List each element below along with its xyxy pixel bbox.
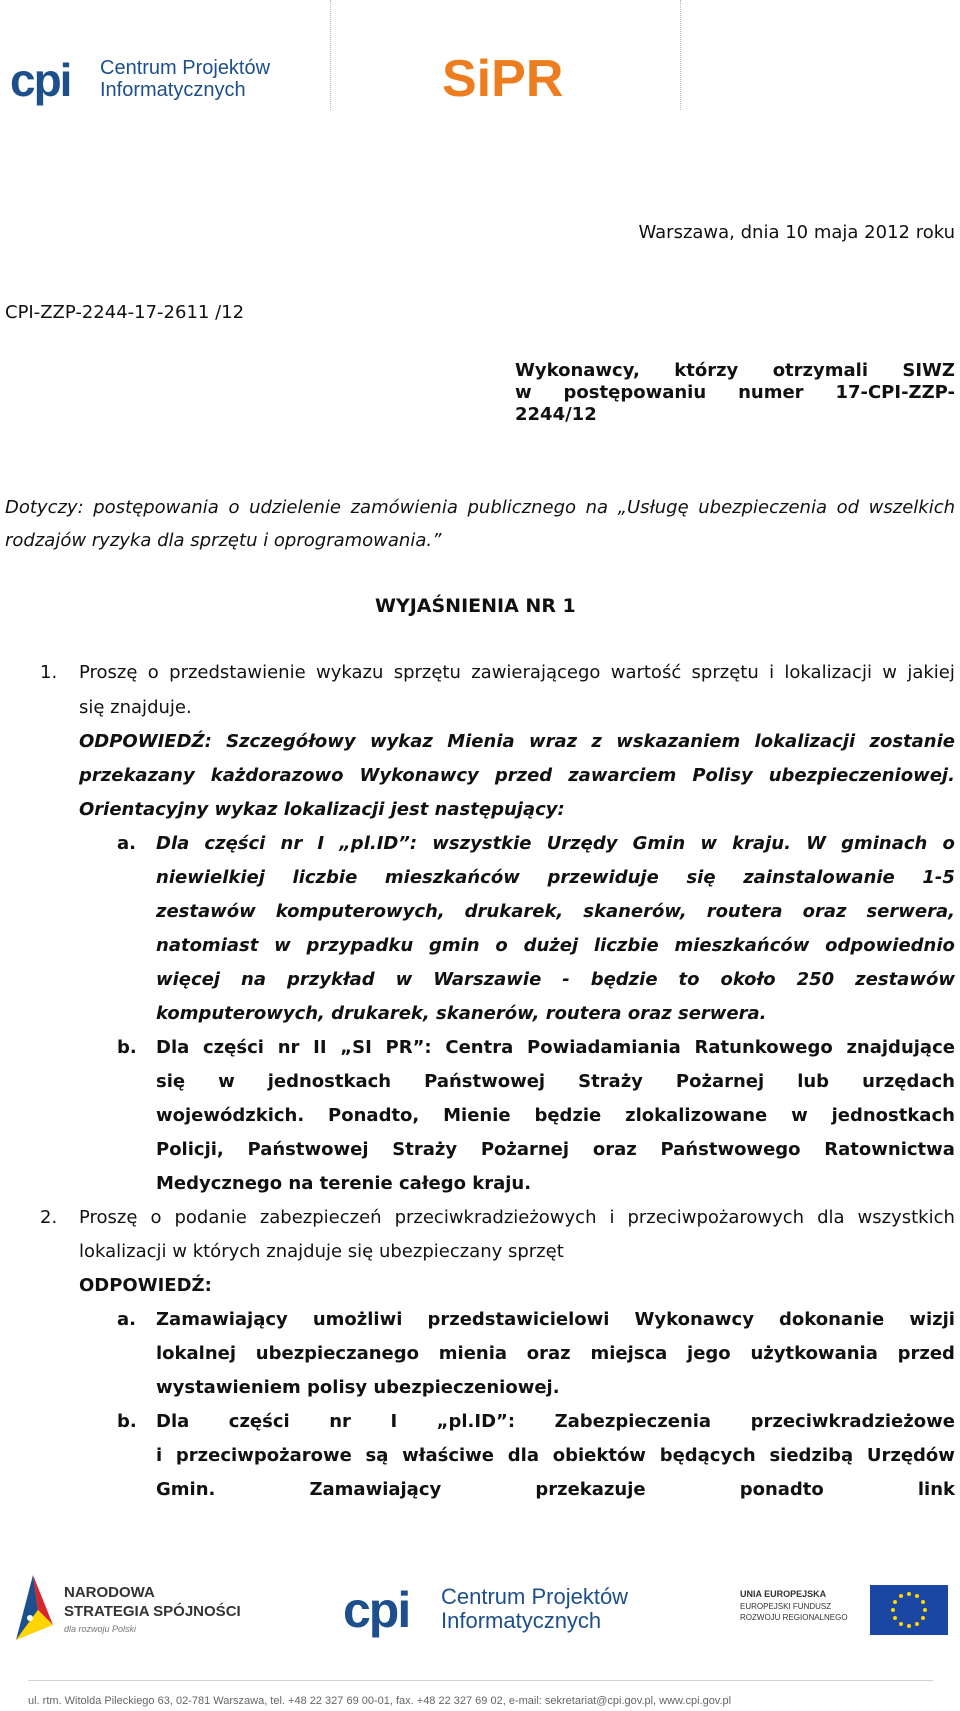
eu-flag-icon bbox=[870, 1585, 948, 1635]
word: to bbox=[678, 969, 700, 990]
word: 17-CPI-ZZP- bbox=[835, 382, 955, 403]
footer-cpi-line2: Informatycznych bbox=[441, 1608, 602, 1633]
word: zestawów bbox=[156, 901, 256, 922]
word: zainstalowanie bbox=[743, 867, 895, 888]
word: na bbox=[241, 969, 266, 990]
word: 1-5 bbox=[922, 867, 955, 888]
word: dokonanie bbox=[779, 1309, 885, 1330]
word: liczbie bbox=[593, 935, 659, 956]
word: oraz bbox=[592, 1139, 637, 1160]
answer-item-line bbox=[156, 1071, 955, 1092]
answer-item-line bbox=[156, 1411, 955, 1432]
word: ODPOWIEDŹ: bbox=[79, 731, 212, 752]
word: lokalizacji bbox=[754, 731, 856, 752]
word: Gmin bbox=[632, 833, 686, 854]
word: jakiej bbox=[907, 662, 955, 683]
word: wskazaniem bbox=[616, 731, 741, 752]
word: nr bbox=[280, 833, 303, 854]
document-title: WYJAŚNIENIA NR 1 bbox=[375, 595, 576, 617]
word: Warszawie bbox=[433, 969, 542, 990]
nss-line2: STRATEGIA SPÓJNOŚCI bbox=[64, 1603, 241, 1620]
word: Ratunkowego bbox=[694, 1037, 833, 1058]
word: Mienia bbox=[447, 731, 515, 752]
word: którzy bbox=[674, 360, 739, 381]
word: Zamawiający bbox=[309, 1479, 442, 1500]
word: Gmin. bbox=[156, 1479, 216, 1500]
word: przypadku bbox=[306, 935, 414, 956]
word: sprzętu bbox=[691, 662, 759, 683]
word: Mienie bbox=[443, 1105, 511, 1126]
word: części bbox=[228, 1411, 290, 1432]
list-letter: b. bbox=[117, 1411, 137, 1432]
word: więcej bbox=[156, 969, 221, 990]
word: Szczegółowy bbox=[226, 731, 356, 752]
answer-item-line bbox=[156, 1037, 955, 1058]
addressee-line bbox=[515, 382, 955, 404]
word: przekazany bbox=[79, 765, 195, 786]
word: routera bbox=[706, 901, 783, 922]
word: dużej bbox=[523, 935, 579, 956]
word: ubezpieczeniowej. bbox=[768, 765, 955, 786]
word: będących bbox=[659, 1445, 756, 1466]
word: w bbox=[395, 969, 413, 990]
eu-line3: ROZWOJU REGIONALNEGO bbox=[740, 1613, 848, 1622]
word: zawierającego bbox=[471, 662, 601, 683]
eu-line1: UNIA EUROPEJSKA bbox=[740, 1589, 827, 1599]
word: Państwowej bbox=[247, 1139, 369, 1160]
word: w bbox=[218, 1071, 235, 1092]
header-divider bbox=[680, 0, 681, 110]
word: obiektów bbox=[552, 1445, 646, 1466]
word: Polisy bbox=[692, 765, 753, 786]
word: SIWZ bbox=[902, 360, 955, 381]
word: numer bbox=[738, 382, 804, 403]
word: Proszę bbox=[79, 1207, 138, 1228]
word: przykład bbox=[286, 969, 375, 990]
letter-date: Warszawa, dnia 10 maja 2012 roku bbox=[638, 222, 955, 243]
word: o bbox=[147, 662, 159, 683]
word: Ratownictwa bbox=[824, 1139, 955, 1160]
answer-item-line bbox=[156, 867, 955, 888]
word: jego bbox=[687, 1343, 731, 1364]
word: Straży bbox=[392, 1139, 458, 1160]
answer-item-line bbox=[156, 1479, 955, 1500]
word: mieszkańców bbox=[674, 935, 810, 956]
answer-item-line bbox=[156, 1105, 955, 1126]
word: - bbox=[562, 969, 570, 990]
word: liczbie bbox=[292, 867, 358, 888]
word: Pożarnej bbox=[675, 1071, 765, 1092]
word: oraz bbox=[802, 901, 847, 922]
sipr-logo: SiPR bbox=[442, 50, 564, 108]
word: Urzędy bbox=[546, 833, 618, 854]
word: odpowiednio bbox=[825, 935, 955, 956]
word: Wykonawcy, bbox=[515, 360, 640, 381]
word: w bbox=[274, 935, 291, 956]
word: Ponadto, bbox=[328, 1105, 420, 1126]
word: Dla bbox=[156, 833, 190, 854]
word: wykazu bbox=[316, 662, 384, 683]
footer-divider bbox=[28, 1680, 933, 1681]
eu-logo bbox=[740, 1585, 950, 1640]
word: przed bbox=[494, 765, 553, 786]
word: lub bbox=[797, 1071, 830, 1092]
nss-flag-icon bbox=[8, 1570, 58, 1650]
word: przeciwkradzieżowe bbox=[750, 1411, 955, 1432]
word: Pożarnej bbox=[480, 1139, 570, 1160]
question-number: 1. bbox=[40, 662, 58, 683]
footer-address: ul. rtm. Witolda Pileckiego 63, 02-781 Warszawa, tel. +48 22 327 69 00-01, fax. +48 22 327 69 02, e-mail: sekretariat@cpi.gov.pl, www.cpi.gov.pl bbox=[28, 1695, 732, 1707]
word: wizji bbox=[909, 1309, 955, 1330]
word: miejsca bbox=[590, 1343, 668, 1364]
word: niewielkiej bbox=[156, 867, 265, 888]
nss-logo bbox=[8, 1570, 248, 1650]
word: jednostkach bbox=[267, 1071, 392, 1092]
word: serwera, bbox=[866, 901, 955, 922]
addressee bbox=[515, 360, 955, 426]
answer-item-line bbox=[156, 1309, 955, 1330]
addressee-line bbox=[515, 360, 955, 382]
word: Urzędów bbox=[866, 1445, 955, 1466]
word: właściwe bbox=[402, 1445, 495, 1466]
word: zabezpieczeń bbox=[259, 1207, 382, 1228]
word: się bbox=[686, 867, 716, 888]
word: przewiduje bbox=[547, 867, 659, 888]
word: lokalizacji bbox=[784, 662, 872, 683]
word: Centra bbox=[445, 1037, 514, 1058]
list-letter: b. bbox=[117, 1037, 137, 1058]
header-divider bbox=[330, 0, 331, 110]
word: 250 bbox=[796, 969, 835, 990]
cpi-logo-line1: Centrum Projektów bbox=[100, 57, 271, 79]
word: postępowaniu bbox=[563, 382, 707, 403]
word: lokalnej bbox=[156, 1343, 237, 1364]
answer-item-line: wystawieniem polisy ubezpieczeniowej. bbox=[156, 1377, 560, 1398]
word: podanie bbox=[174, 1207, 247, 1228]
word: będzie bbox=[534, 1105, 602, 1126]
answer-item-line bbox=[156, 1445, 955, 1466]
word: o bbox=[495, 935, 508, 956]
cpi-logo-mark: cpi bbox=[343, 1582, 410, 1638]
footer-cpi-logo bbox=[343, 1580, 643, 1640]
word: zostanie bbox=[869, 731, 955, 752]
word: „pl.ID”: bbox=[339, 833, 418, 854]
word: będzie bbox=[590, 969, 658, 990]
word: wartość bbox=[610, 662, 682, 683]
word: wojewódzkich. bbox=[156, 1105, 305, 1126]
word: wykaz bbox=[369, 731, 433, 752]
word: Wykonawcy bbox=[359, 765, 479, 786]
answer-text-line bbox=[79, 731, 955, 752]
word: mieszkańców bbox=[384, 867, 520, 888]
word: o bbox=[942, 833, 955, 854]
word: Państwowego bbox=[660, 1139, 801, 1160]
word: przeciwpożarowe bbox=[175, 1445, 352, 1466]
question-text-line bbox=[79, 662, 955, 683]
word: i bbox=[156, 1445, 163, 1466]
word: drukarek, bbox=[464, 901, 564, 922]
eu-line2: EUROPEJSKI FUNDUSZ bbox=[740, 1602, 832, 1611]
answer-item-line bbox=[156, 969, 955, 990]
word: w bbox=[791, 1105, 808, 1126]
word: oraz bbox=[526, 1343, 571, 1364]
word: w bbox=[700, 833, 717, 854]
word: I bbox=[390, 1411, 398, 1432]
answer-label: ODPOWIEDŹ: bbox=[79, 1275, 212, 1296]
word: link bbox=[917, 1479, 955, 1500]
word: wraz bbox=[528, 731, 578, 752]
word: otrzymali bbox=[772, 360, 868, 381]
question-text-line: się znajduje. bbox=[79, 697, 192, 718]
cpi-logo bbox=[10, 52, 280, 112]
list-letter: a. bbox=[117, 1309, 136, 1330]
word: użytkowania bbox=[750, 1343, 878, 1364]
word: w bbox=[515, 382, 532, 403]
word: przedstawicielowi bbox=[427, 1309, 610, 1330]
answer-text-line: Orientacyjny wykaz lokalizacji jest następujący: bbox=[79, 799, 565, 820]
word: Straży bbox=[578, 1071, 643, 1092]
answer-item-line bbox=[156, 1343, 955, 1364]
word: Dla bbox=[156, 1037, 190, 1058]
word: Wykonawcy bbox=[634, 1309, 754, 1330]
word: o bbox=[150, 1207, 162, 1228]
word: urzędach bbox=[862, 1071, 955, 1092]
word: komputerowych, bbox=[275, 901, 445, 922]
word: jednostkach bbox=[831, 1105, 955, 1126]
word: „SI bbox=[340, 1037, 372, 1058]
list-letter: a. bbox=[117, 833, 136, 854]
footer-cpi-line1: Centrum Projektów bbox=[441, 1584, 629, 1609]
word: z bbox=[591, 731, 602, 752]
word: Proszę bbox=[79, 662, 138, 683]
answer-text-line bbox=[79, 765, 955, 786]
word: Powiadamiania bbox=[527, 1037, 681, 1058]
word: się bbox=[156, 1071, 186, 1092]
word: zawarciem bbox=[568, 765, 677, 786]
word: i bbox=[769, 662, 775, 683]
nss-line1: NARODOWA bbox=[64, 1584, 155, 1601]
question-text-line: lokalizacji w których znajduje się ubezpieczany sprzęt bbox=[79, 1241, 564, 1262]
addressee-line: 2244/12 bbox=[515, 404, 597, 425]
word: sprzętu bbox=[393, 662, 461, 683]
word: I bbox=[317, 833, 325, 854]
nss-line3: dla rozwoju Polski bbox=[64, 1624, 137, 1634]
word: Państwowej bbox=[424, 1071, 546, 1092]
word: siedzibą bbox=[769, 1445, 854, 1466]
word: ponadto bbox=[739, 1479, 824, 1500]
word: zlokalizowane bbox=[625, 1105, 768, 1126]
word: umożliwi bbox=[312, 1309, 403, 1330]
cpi-logo-line2: Informatycznych bbox=[100, 79, 246, 101]
word: przeciwkradzieżowych bbox=[394, 1207, 597, 1228]
word: i bbox=[609, 1207, 615, 1228]
word: nr bbox=[277, 1037, 300, 1058]
answer-item-line: komputerowych, drukarek, skanerów, routera oraz serwera. bbox=[156, 1003, 767, 1024]
answer-item-line: Medycznego na terenie całego kraju. bbox=[156, 1173, 532, 1194]
subject-dotyczy: Dotyczy: postępowania o udzielenie zamówienia publicznego na „Usługę ubezpieczenia od wszelkich rodzajów ryzyka dla sprzętu i oprogramowania.” bbox=[5, 497, 955, 551]
word: przekazuje bbox=[535, 1479, 646, 1500]
word: Zabezpieczenia bbox=[554, 1411, 712, 1432]
question-number: 2. bbox=[40, 1207, 58, 1228]
word: kraju. bbox=[732, 833, 791, 854]
word: wszystkich bbox=[857, 1207, 955, 1228]
word: ubezpieczanego bbox=[255, 1343, 419, 1364]
word: zestawów bbox=[855, 969, 955, 990]
word: Dla bbox=[156, 1411, 190, 1432]
word: skanerów, bbox=[583, 901, 687, 922]
word: wszystkie bbox=[432, 833, 532, 854]
cpi-logo-mark: cpi bbox=[10, 54, 71, 106]
word: W bbox=[806, 833, 826, 854]
answer-item-line bbox=[156, 1139, 955, 1160]
answer-item-line bbox=[156, 901, 955, 922]
answer-item-line bbox=[156, 935, 955, 956]
reference-number: CPI-ZZP-2244-17-2611 /12 bbox=[5, 302, 245, 323]
word: dla bbox=[507, 1445, 539, 1466]
answer-item-line bbox=[156, 833, 955, 854]
word: dla bbox=[817, 1207, 845, 1228]
word: części bbox=[203, 1037, 264, 1058]
word: są bbox=[365, 1445, 389, 1466]
word: w bbox=[882, 662, 898, 683]
word: około bbox=[720, 969, 776, 990]
word: przeciwpożarowych bbox=[627, 1207, 805, 1228]
word: „pl.ID”: bbox=[436, 1411, 516, 1432]
word: nr bbox=[329, 1411, 351, 1432]
word: PR”: bbox=[385, 1037, 432, 1058]
word: gmin bbox=[429, 935, 480, 956]
word: Zamawiający bbox=[156, 1309, 288, 1330]
word: przedstawienie bbox=[169, 662, 306, 683]
word: każdorazowo bbox=[210, 765, 344, 786]
word: Policji, bbox=[156, 1139, 224, 1160]
word: natomiast bbox=[156, 935, 259, 956]
word: mienia bbox=[438, 1343, 508, 1364]
word: przed bbox=[897, 1343, 955, 1364]
question-text-line bbox=[79, 1207, 955, 1228]
word: części bbox=[204, 833, 266, 854]
word: znajdujące bbox=[846, 1037, 955, 1058]
word: II bbox=[313, 1037, 327, 1058]
word: gminach bbox=[841, 833, 928, 854]
